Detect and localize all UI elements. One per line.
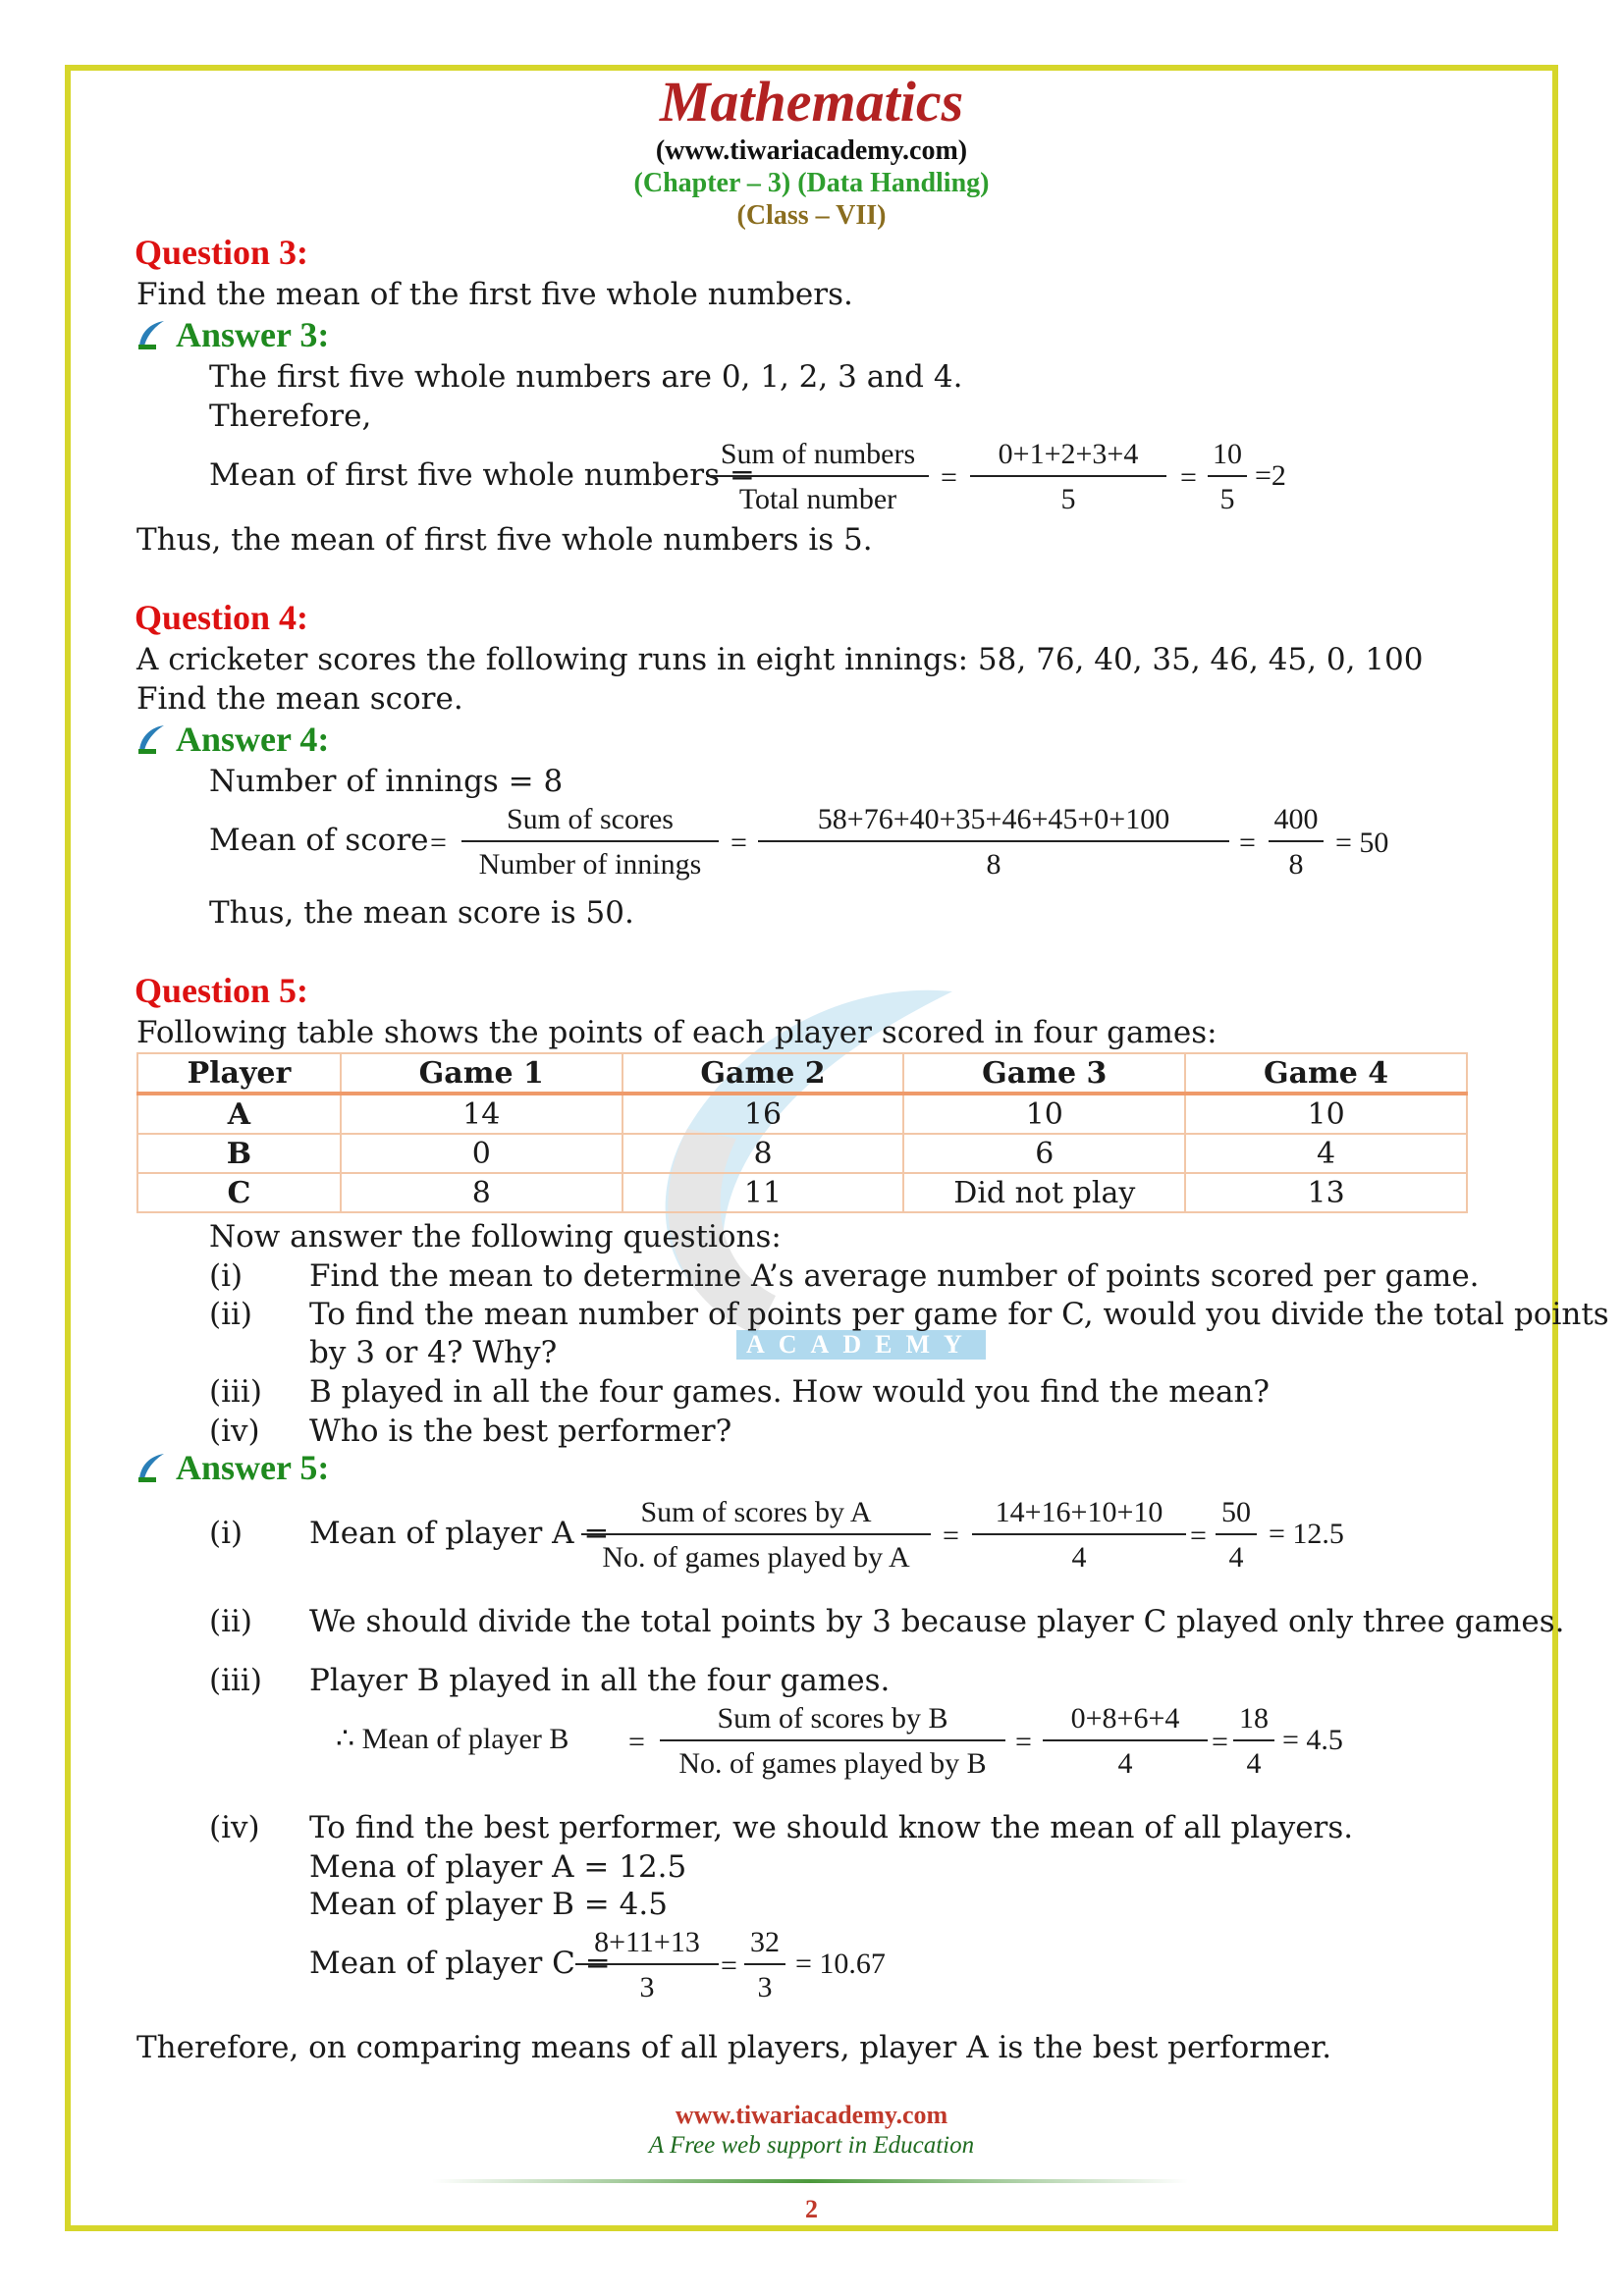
equals-sign: = [628, 1726, 645, 1758]
answer-4-fraction-2 [758, 803, 1229, 881]
watermark-text: ACADEMY [736, 1330, 986, 1360]
table-cell: A [137, 1094, 341, 1134]
table-header-row [137, 1053, 1467, 1094]
fraction-denominator: 4 [1246, 1747, 1262, 1780]
answer-5-iii-label: ∴ Mean of player B [336, 1723, 569, 1755]
question-5-num: (iv) [209, 1414, 260, 1449]
fraction-numerator: 32 [744, 1926, 785, 1965]
answer-3-fraction-1 [707, 438, 929, 516]
fraction-denominator: 8 [1288, 848, 1304, 881]
answer-4-result: = 50 [1335, 827, 1389, 859]
table-cell: B [137, 1134, 341, 1173]
fraction-numerator: 0+1+2+3+4 [970, 438, 1166, 477]
question-5-num: (i) [209, 1258, 243, 1294]
table-cell: 16 [622, 1094, 904, 1134]
question-5-label: Question 5: [135, 971, 309, 1010]
fraction-numerator: Sum of scores [461, 803, 719, 842]
answer-5-i-fraction-1 [581, 1496, 931, 1575]
question-5-item: To find the mean number of points per game for C, would you divide the total points [309, 1297, 1609, 1332]
fraction-denominator: 4 [1117, 1747, 1133, 1780]
answer-5-iii-result: = 4.5 [1282, 1724, 1343, 1756]
equals-sign: = [1212, 1726, 1228, 1758]
table-cell: 11 [622, 1173, 904, 1212]
table-header: Game 4 [1185, 1053, 1467, 1094]
answer-5-iii-fraction-2 [1043, 1702, 1208, 1781]
table-cell: 0 [341, 1134, 622, 1173]
page-title: Mathematics [659, 70, 964, 133]
fraction-denominator: 3 [757, 1971, 773, 2003]
fraction-denominator: 5 [1219, 483, 1235, 515]
question-4-text-1: A cricketer scores the following runs in eight innings: 58, 76, 40, 35, 46, 45, 0, 100 [136, 642, 1424, 677]
table-cell: 8 [622, 1134, 904, 1173]
fraction-denominator: 3 [639, 1971, 655, 2003]
question-5-text: Following table shows the points of each player scored in four games: [136, 1015, 1217, 1050]
answer-4-label: Answer 4: [176, 720, 330, 759]
fraction-denominator: No. of games played by A [602, 1541, 910, 1574]
fraction-denominator: 8 [986, 848, 1001, 881]
fraction-denominator: 4 [1228, 1541, 1244, 1574]
answer-5-iv-fraction-2 [744, 1926, 785, 2004]
answer-5-ii-text: We should divide the total points by 3 because player C played only three games. [309, 1604, 1565, 1639]
answer-5-iv-num: (iv) [209, 1810, 260, 1845]
equals-sign: = [1015, 1726, 1032, 1758]
fraction-denominator: No. of games played by B [678, 1747, 987, 1780]
answer-5-heading [136, 1447, 329, 1488]
answer-3-fraction-2 [970, 438, 1166, 516]
question-5-num: (iii) [209, 1374, 262, 1410]
table-header: Game 3 [903, 1053, 1185, 1094]
answer-3-label: Answer 3: [176, 315, 330, 354]
question-5-item: by 3 or 4? Why? [309, 1335, 558, 1370]
equals-sign: = [943, 1520, 959, 1552]
answer-4-fraction-3 [1269, 803, 1324, 881]
points-table [136, 1052, 1468, 1213]
pen-leaf-icon [136, 723, 166, 755]
question-5-item: Find the mean to determine A’s average number of points scored per game. [309, 1258, 1480, 1294]
answer-5-ii-num: (ii) [209, 1604, 253, 1639]
question-4-text-2: Find the mean score. [136, 681, 463, 717]
fraction-numerator: 58+76+40+35+46+45+0+100 [758, 803, 1229, 842]
fraction-numerator: 50 [1216, 1496, 1257, 1535]
table-cell: 10 [1185, 1094, 1467, 1134]
table-header: Player [137, 1053, 341, 1094]
table-cell: 13 [1185, 1173, 1467, 1212]
answer-5-i-fraction-3 [1216, 1496, 1257, 1575]
fraction-numerator: Sum of numbers [707, 438, 929, 477]
footer-divider [432, 2179, 1188, 2183]
table-row [137, 1134, 1467, 1173]
page-number: 2 [805, 2195, 818, 2223]
fraction-numerator: 400 [1269, 803, 1324, 842]
question-3-label: Question 3: [135, 233, 309, 272]
equals-sign: = [941, 461, 957, 494]
fraction-numerator: 14+16+10+10 [972, 1496, 1186, 1535]
answer-3-mean-label: Mean of first five whole numbers = [209, 457, 755, 493]
fraction-denominator: 4 [1071, 1541, 1087, 1574]
fraction-numerator: 10 [1208, 438, 1247, 477]
fraction-numerator: Sum of scores by B [660, 1702, 1005, 1741]
answer-5-final: Therefore, on comparing means of all players, player A is the best performer. [136, 2030, 1332, 2065]
footer-website[interactable]: www.tiwariacademy.com [675, 2101, 948, 2129]
equals-sign: = [1190, 1520, 1207, 1552]
answer-5-i-num: (i) [209, 1516, 243, 1551]
fraction-numerator: Sum of scores by A [581, 1496, 931, 1535]
answer-5-i-label: Mean of player A = [309, 1516, 610, 1551]
question-3-text: Find the mean of the first five whole numbers. [136, 277, 853, 312]
pen-leaf-icon [136, 1452, 166, 1483]
footer-tagline: A Free web support in Education [648, 2132, 975, 2159]
equals-sign: = [730, 827, 747, 859]
answer-5-i-result: = 12.5 [1269, 1518, 1344, 1550]
question-4-label: Question 4: [135, 598, 309, 637]
answer-3-line1: The first five whole numbers are 0, 1, 2, 3 and 4. [209, 359, 963, 395]
fraction-denominator: Total number [738, 483, 897, 515]
question-5-num: (ii) [209, 1297, 253, 1332]
answer-5-iv-line-a: Mena of player A = 12.5 [309, 1849, 687, 1885]
table-cell: 14 [341, 1094, 622, 1134]
answer-4-innings: Number of innings = 8 [209, 764, 564, 799]
answer-3-line2: Therefore, [209, 399, 372, 434]
answer-3-heading [136, 314, 329, 355]
fraction-denominator: 5 [1060, 483, 1076, 515]
equals-sign: = [721, 1949, 737, 1982]
equals-sign: = [1180, 461, 1197, 494]
fraction-numerator: 0+8+6+4 [1043, 1702, 1208, 1741]
answer-5-iii-num: (iii) [209, 1663, 262, 1698]
table-cell: 8 [341, 1173, 622, 1212]
answer-5-iii-fraction-3 [1233, 1702, 1274, 1781]
answer-3-result: =2 [1255, 459, 1286, 492]
table-header: Game 2 [622, 1053, 904, 1094]
answer-4-conclusion: Thus, the mean score is 50. [209, 895, 634, 931]
header-website[interactable]: (www.tiwariacademy.com) [655, 135, 968, 166]
equals-sign: = [1239, 827, 1256, 859]
answer-5-iv-label-c: Mean of player C = [309, 1946, 611, 1981]
question-5-now: Now answer the following questions: [209, 1219, 782, 1255]
answer-5-iv-text: To find the best performer, we should know the mean of all players. [309, 1810, 1354, 1845]
answer-5-iv-line-b: Mean of player B = 4.5 [309, 1887, 668, 1922]
fraction-denominator: Number of innings [478, 848, 702, 881]
table-cell: C [137, 1173, 341, 1212]
answer-4-fraction-1 [461, 803, 719, 881]
answer-5-iv-fraction-1 [575, 1926, 719, 2004]
answer-3-fraction-3 [1208, 438, 1247, 516]
table-row [137, 1094, 1467, 1134]
table-cell: Did not play [903, 1173, 1185, 1212]
header-class: (Class – VII) [736, 200, 887, 231]
answer-5-i-fraction-2 [972, 1496, 1186, 1575]
answer-5-iv-result: = 10.67 [795, 1948, 886, 1980]
header-chapter: (Chapter – 3) (Data Handling) [633, 168, 990, 198]
fraction-numerator: 8+11+13 [575, 1926, 719, 1965]
table-header: Game 1 [341, 1053, 622, 1094]
table-row [137, 1173, 1467, 1212]
answer-4-heading [136, 719, 329, 760]
equals-sign: = [430, 827, 447, 859]
answer-4-mean-label: Mean of score [209, 823, 429, 858]
question-5-item: B played in all the four games. How would you find the mean? [309, 1374, 1271, 1410]
question-5-item: Who is the best performer? [309, 1414, 732, 1449]
table-cell: 6 [903, 1134, 1185, 1173]
table-cell: 4 [1185, 1134, 1467, 1173]
answer-5-iii-text: Player B played in all the four games. [309, 1663, 891, 1698]
fraction-numerator: 18 [1233, 1702, 1274, 1741]
answer-5-label: Answer 5: [176, 1448, 330, 1487]
table-cell: 10 [903, 1094, 1185, 1134]
pen-leaf-icon [136, 319, 166, 350]
answer-3-conclusion: Thus, the mean of first five whole numbers is 5. [136, 522, 873, 558]
answer-5-iii-fraction-1 [660, 1702, 1005, 1781]
